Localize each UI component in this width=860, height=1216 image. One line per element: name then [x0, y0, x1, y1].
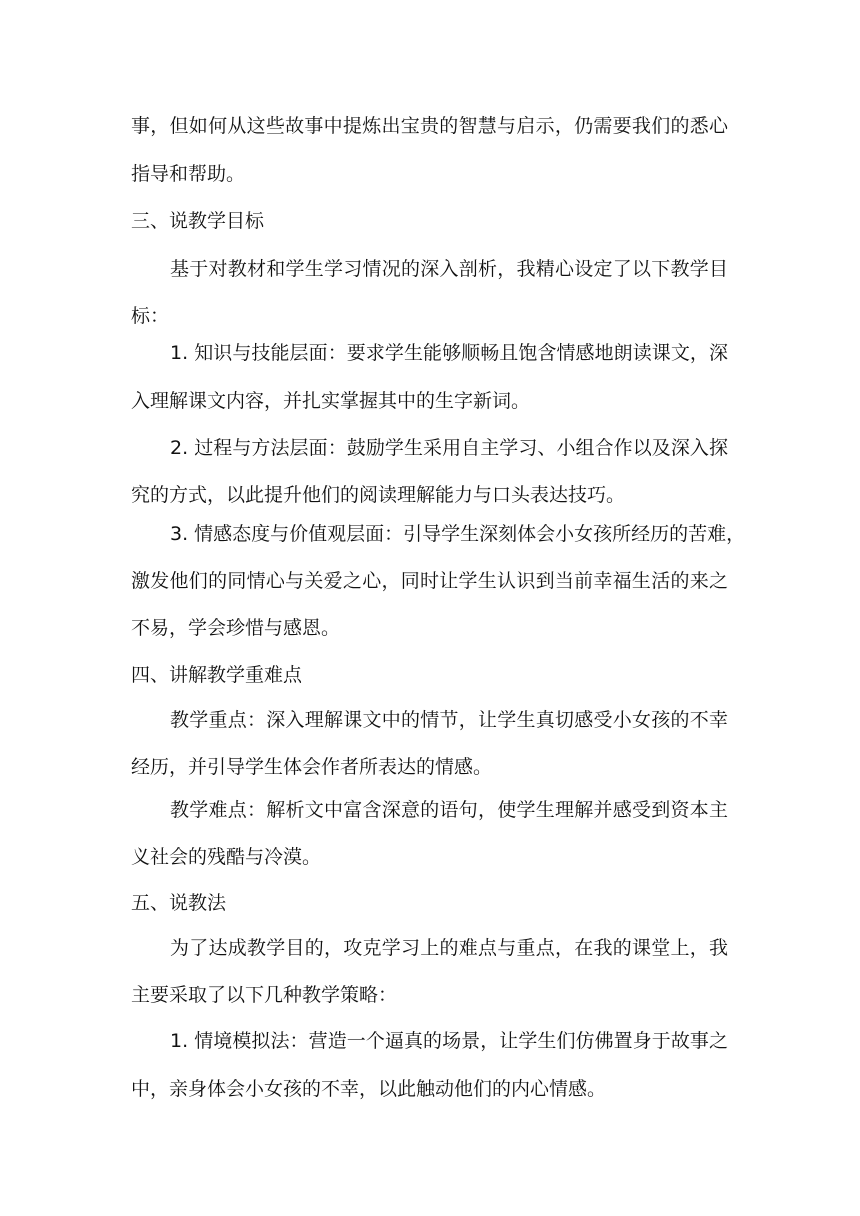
list-item-line: 1. 知识与技能层面：要求学生能够顺畅且饱含情感地朗读课文，深 [170, 342, 728, 364]
section-heading: 三、说教学目标 [131, 210, 265, 232]
list-item-line: 激发他们的同情心与关爱之心，同时让学生认识到当前幸福生活的来之 [131, 570, 728, 592]
section-heading: 四、讲解教学重难点 [131, 664, 303, 686]
paragraph-line: 经历，并引导学生体会作者所表达的情感。 [131, 756, 493, 778]
list-item-line: 究的方式，以此提升他们的阅读理解能力与口头表达技巧。 [131, 484, 626, 506]
list-item-line: 2. 过程与方法层面：鼓励学生采用自主学习、小组合作以及深入探 [170, 437, 728, 459]
list-item-line: 中，亲身体会小女孩的不幸，以此触动他们的内心情感。 [131, 1078, 607, 1100]
paragraph-line: 为了达成教学目的，攻克学习上的难点与重点，在我的课堂上，我 [170, 937, 728, 959]
list-item-line: 3. 情感态度与价值观层面：引导学生深刻体会小女孩所经历的苦难， [170, 523, 746, 545]
paragraph-line: 事，但如何从这些故事中提炼出宝贵的智慧与启示，仍需要我们的悉心 [131, 115, 728, 137]
paragraph-line: 主要采取了以下几种教学策略： [131, 984, 398, 1006]
section-heading: 五、说教法 [131, 892, 227, 914]
paragraph-line: 教学重点：深入理解课文中的情节，让学生真切感受小女孩的不幸 [170, 709, 728, 731]
paragraph-line: 标： [131, 305, 170, 327]
list-item-line: 1. 情境模拟法：营造一个逼真的场景，让学生们仿佛置身于故事之 [170, 1030, 728, 1052]
paragraph-line: 义社会的残酷与冷漠。 [131, 846, 322, 868]
list-item-line: 入理解课文内容，并扎实掌握其中的生字新词。 [131, 390, 531, 412]
list-item-line: 不易，学会珍惜与感恩。 [131, 617, 341, 639]
paragraph-line: 指导和帮助。 [131, 163, 246, 185]
paragraph-line: 基于对教材和学生学习情况的深入剖析，我精心设定了以下教学目 [170, 258, 728, 280]
paragraph-line: 教学难点：解析文中富含深意的语句，使学生理解并感受到资本主 [170, 799, 728, 821]
